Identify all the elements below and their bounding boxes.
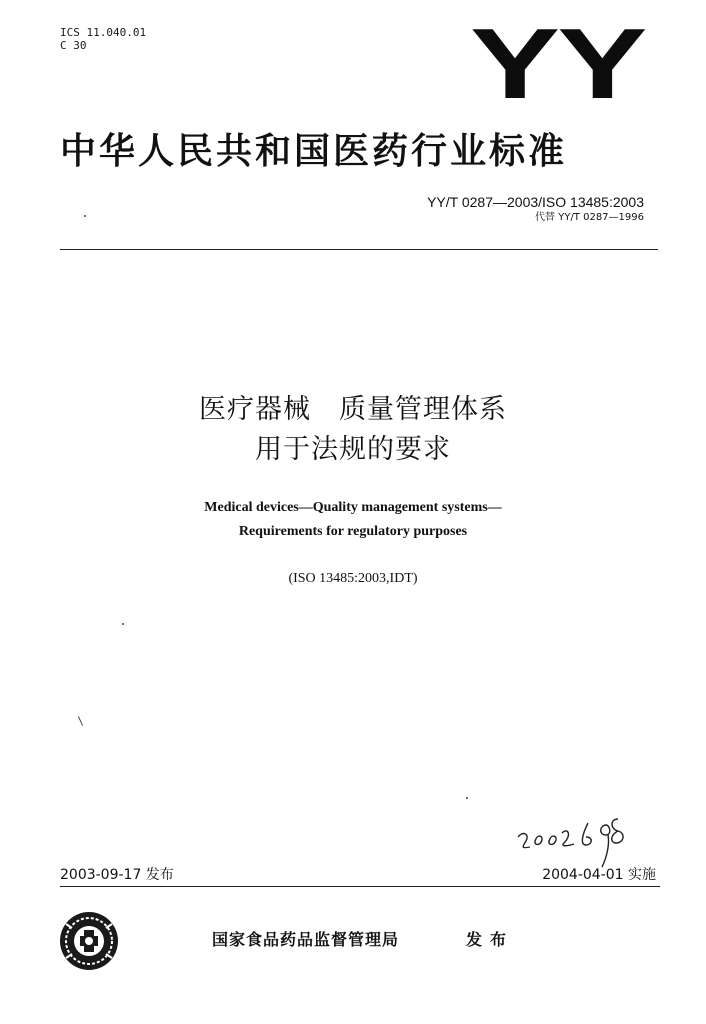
issuing-agency: 国家食品药品监督管理局 [212, 930, 400, 949]
publish-label: 发布 [466, 930, 515, 949]
header-divider [60, 249, 658, 250]
chinese-title-line-1: 医疗器械 质量管理体系 [199, 394, 507, 425]
footer-divider [60, 886, 660, 887]
implementation-date: 2004-04-01 实施 [542, 867, 656, 883]
iso-reference: (ISO 13485:2003,IDT) [288, 571, 418, 586]
scan-speck [84, 215, 86, 217]
replaces-standard: 代替 YY/T 0287—1996 [535, 212, 644, 223]
english-title-line-2: Requirements for regulatory purposes [238, 524, 468, 539]
agency-seal-icon [58, 910, 120, 972]
standard-title: 中华人民共和国医药行业标准 [60, 131, 568, 172]
scan-speck [466, 797, 468, 799]
classification-codes [60, 26, 146, 52]
chinese-title-line-2: 用于法规的要求 [255, 434, 451, 465]
scan-speck [78, 716, 83, 725]
english-title-line-1: Medical devices—Quality management systems— [204, 500, 502, 515]
ccs-code: C 30 [60, 39, 87, 52]
scan-speck [122, 623, 124, 625]
ics-code: ICS 11.040.01 [60, 26, 147, 39]
issue-date: 2003-09-17 发布 [60, 867, 174, 883]
standard-number: YY/T 0287—2003/ISO 13485:2003 [427, 194, 644, 210]
yy-logo: YY [470, 8, 645, 120]
